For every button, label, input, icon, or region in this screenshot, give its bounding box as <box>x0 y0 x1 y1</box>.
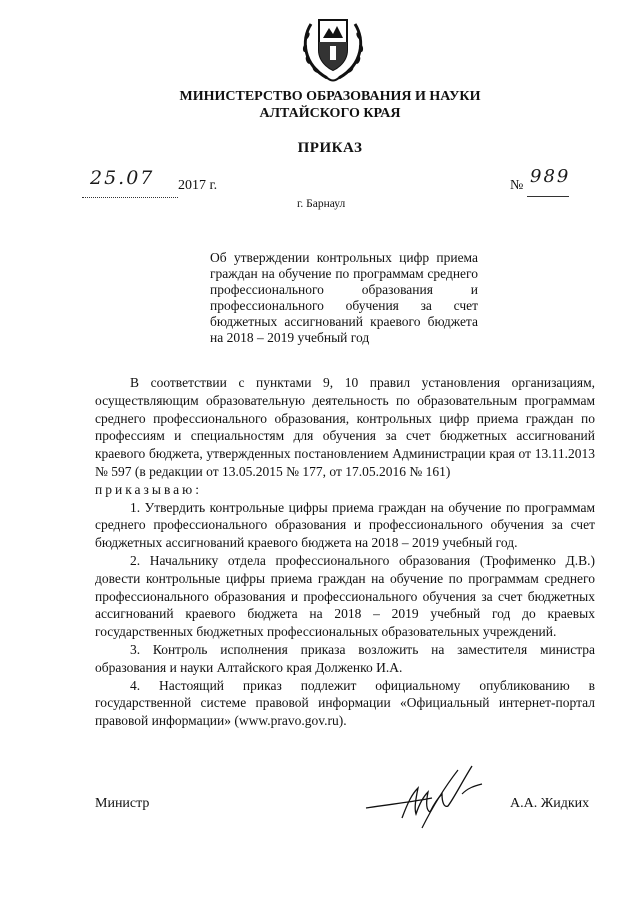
year-label: 2017 г. <box>178 178 218 193</box>
number-sign: № <box>510 178 524 193</box>
handwritten-signature-icon <box>362 758 492 838</box>
order-body <box>95 374 595 730</box>
signer-name: А.А. Жидких <box>510 796 590 811</box>
ministry-name-line1: МИНИСТЕРСТВО ОБРАЗОВАНИЯ И НАУКИ <box>179 89 481 104</box>
signer-title: Министр <box>95 796 150 811</box>
order-item-3: 3. Контроль исполнения приказа возложить на заместителя министра образования и науки Алтайского края Долженко И.А. <box>95 641 595 675</box>
order-item-1: 1. Утвердить контрольные цифры приема граждан на обучение по программам среднего профессионального образования и профессионального обучения за счет бюджетных ассигнований краевого бюджета на 2018 – 2019 учебный год. <box>95 499 595 551</box>
handwritten-date: 25.07 <box>90 167 155 189</box>
document-type-title: ПРИКАЗ <box>297 140 363 156</box>
ministry-name-line2: АЛТАЙСКОГО КРАЯ <box>259 106 401 121</box>
coat-of-arms-icon <box>297 6 369 86</box>
order-word: приказываю: <box>95 481 202 497</box>
city-label: г. Барнаул <box>297 198 346 210</box>
handwritten-number: 989 <box>530 166 571 187</box>
order-item-4: 4. Настоящий приказ подлежит официальному опубликованию в государственной системе правовой информации «Официальный интернет-портал правовой информации» (www.pravo.gov.ru). <box>95 677 595 729</box>
order-subject: Об утверждении контрольных цифр приема граждан на обучение по программам среднего профессионального образования и профессионального обучения за счет бюджетных ассигнований краевого бюджета на 2018 – 2019 учебный год <box>210 250 478 345</box>
preamble-paragraph: В соответствии с пунктами 9, 10 правил установления организациям, осуществляющим образовательную деятельность по образовательным программам среднего профессионального образования, контрольных цифр приема граждан по профессиям и специальностям для обучения за счет бюджетных ассигнований краевого бюджета, утвержденных постановлением Администрации края от 13.11.2013 № 597 (в редакции от 13.05.2015 № 177, от 17.05.2016 № 161) <box>95 375 595 479</box>
order-item-2: 2. Начальнику отдела профессионального образования (Трофименко Д.В.) довести контрольные цифры приема граждан на обучение по программам среднего профессионального образования и профессионального обучения за счет бюджетных ассигнований краевого бюджета на 2018 – 2019 учебный год до краевых государственных бюджетных профессиональных образовательных учреждений. <box>95 552 595 640</box>
